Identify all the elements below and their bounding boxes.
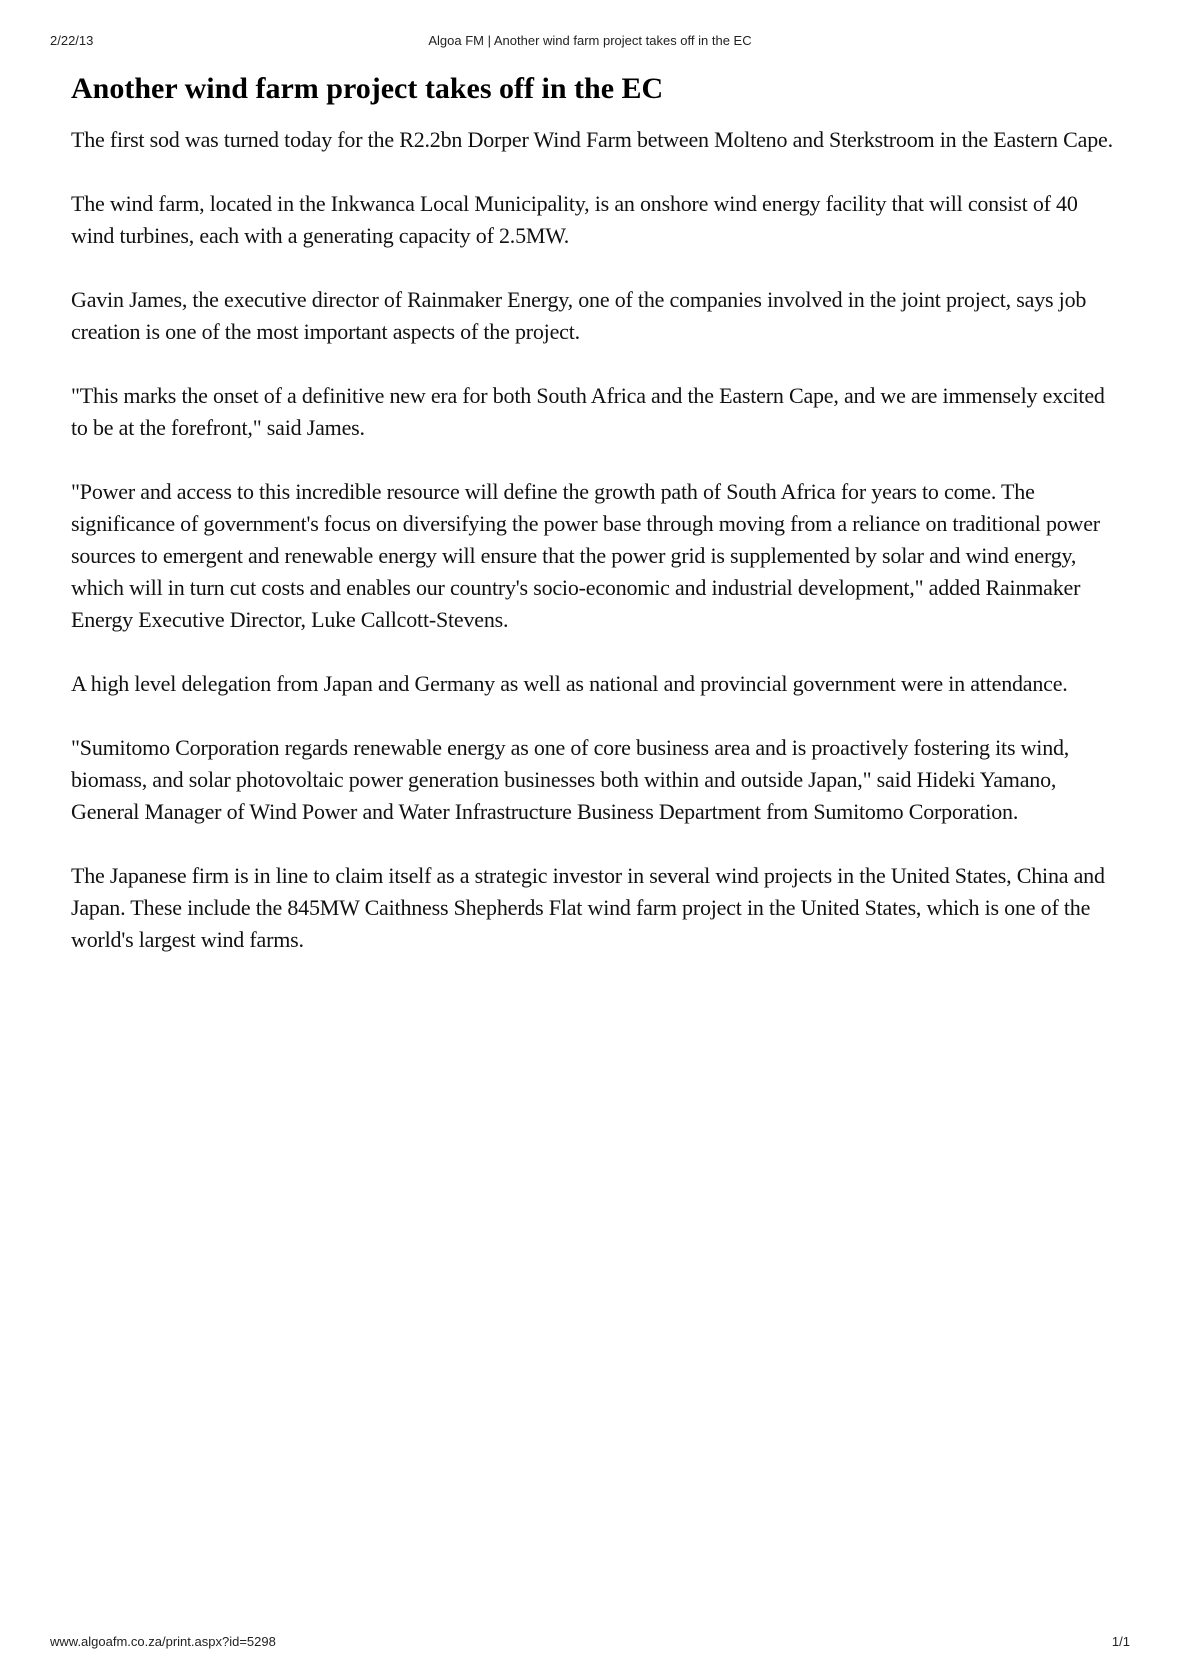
article-paragraph-4: "This marks the onset of a definitive new era for both South Africa and the Eastern Cape, and we are immensely excited to be at the forefront," said James. xyxy=(71,383,1105,440)
article-paragraph-1: The first sod was turned today for the R2.2bn Dorper Wind Farm between Molteno and Sterkstroom in the Eastern Cape. xyxy=(71,127,1113,152)
article-paragraph-2: The wind farm, located in the Inkwanca Local Municipality, is an onshore wind energy facility that will consist of 40 wind turbines, each with a generating capacity of 2.5MW. xyxy=(71,191,1078,248)
print-header xyxy=(50,33,1130,51)
print-url: www.algoafm.co.za/print.aspx?id=5298 xyxy=(50,1634,276,1649)
article-paragraph-8: The Japanese firm is in line to claim itself as a strategic investor in several wind projects in the United States, China and Japan. These include the 845MW Caithness Shepherds Flat wind farm project in the United States, which is one of the world's largest wind farms. xyxy=(71,863,1105,952)
article-headline: Another wind farm project takes off in the EC xyxy=(71,72,664,105)
print-footer xyxy=(50,1634,1130,1652)
article xyxy=(71,70,1121,988)
print-page-count: 1/1 xyxy=(1111,1634,1130,1649)
article-paragraph-3: Gavin James, the executive director of Rainmaker Energy, one of the companies involved in the joint project, says job creation is one of the most important aspects of the project. xyxy=(71,287,1087,344)
article-paragraph-6: A high level delegation from Japan and Germany as well as national and provincial government were in attendance. xyxy=(71,671,1068,696)
print-date: 2/22/13 xyxy=(50,33,94,48)
print-page-title: Algoa FM | Another wind farm project takes off in the EC xyxy=(428,33,752,48)
article-paragraph-5: "Power and access to this incredible resource will define the growth path of South Africa for years to come. The significance of government's focus on diversifying the power base through moving from a reliance on traditional power sources to emergent and renewable energy will ensure that the power grid is supplemented by solar and wind energy, which will in turn cut costs and enables our country's socio-economic and industrial development," added Rainmaker Energy Executive Director, Luke Callcott-Stevens. xyxy=(71,479,1100,632)
article-paragraph-7: "Sumitomo Corporation regards renewable energy as one of core business area and is proactively fostering its wind, biomass, and solar photovoltaic power generation businesses both within and outside Japan," said Hideki Yamano, General Manager of Wind Power and Water Infrastructure Business Department from Sumitomo Corporation. xyxy=(71,735,1070,824)
